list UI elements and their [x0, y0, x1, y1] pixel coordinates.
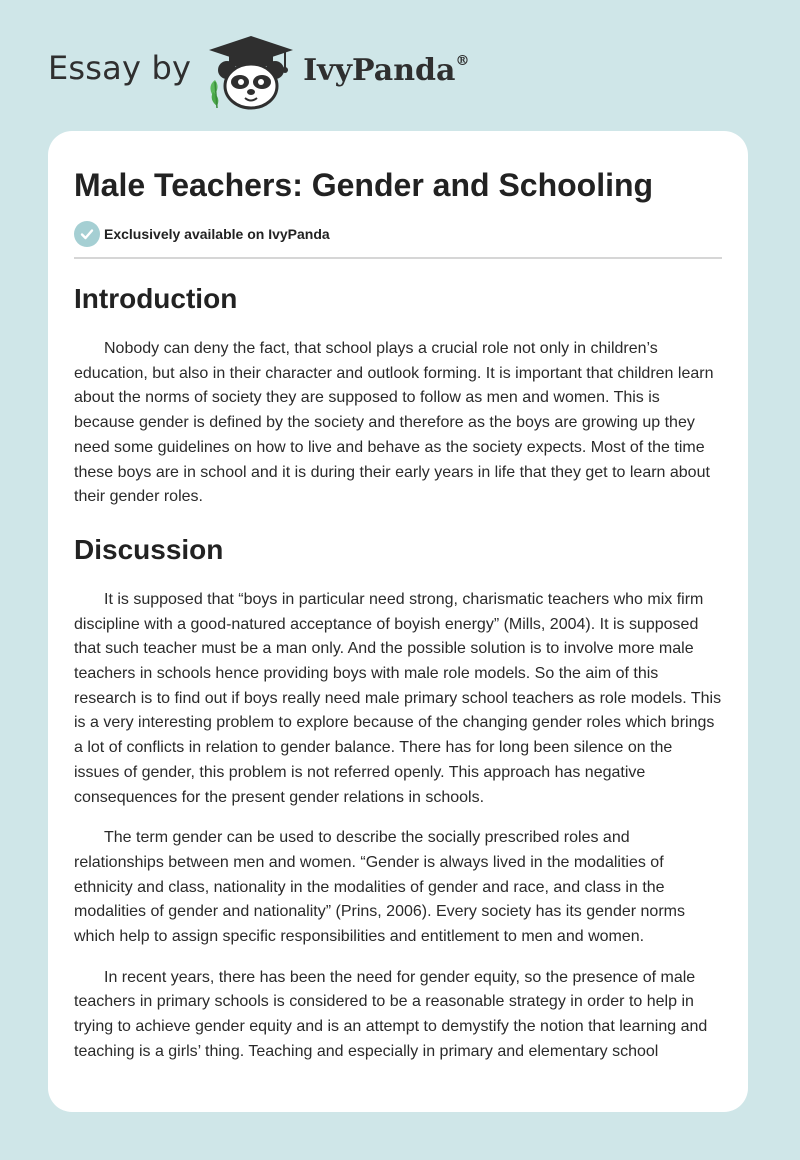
registered-mark: ® [455, 52, 470, 69]
page-title: Male Teachers: Gender and Schooling [74, 167, 654, 203]
brand-name[interactable]: IvyPanda® [303, 52, 470, 88]
badge-label: Exclusively available on IvyPanda [104, 226, 330, 242]
section-introduction [74, 281, 722, 510]
section-discussion [74, 532, 722, 1065]
paragraph: In recent years, there has been the need for gender equity, so the presence of male teachers in primary schools is considered to be a reasonable strategy in order to help in trying to achieve gender equity and is an attempt to demystify the notion that learning and teaching is a girls’ thing. Teaching and especially in primary and elementary school [74, 968, 708, 1060]
paragraph: Nobody can deny the fact, that school plays a crucial role not only in children’s education, but also in their character and outlook forming. It is important that children learn about the norms of society they are supposed to follow as men and women. This is because gender is defined by the society and therefore as the boys are growing up they need some guidelines on how to live and behave as the society expects. Most of the time these boys are in school and it is during their early years in life that they get to learn about their gender roles. [74, 340, 714, 506]
essay-card [48, 131, 748, 1112]
panda-logo-icon[interactable] [205, 32, 297, 112]
section-heading: Discussion [74, 533, 224, 565]
paragraph: It is supposed that “boys in particular need strong, charismatic teachers who mix firm discipline with a good-natured acceptance of boyish energy” (Mills, 2004). It is supposed that such teacher must be a man only. And the possible solution is to involve more male teachers in schools hence providing boys with male role models. So the aim of this research is to find out if boys really need male primary school teachers as role models. This is a very interesting problem to explore because of the changing gender roles which brings a lot of conflicts in relation to gender balance. There has for long been silence on the issues of gender, this problem is not referred openly. This approach has negative consequences for the present gender relations in schools. [74, 590, 722, 806]
paragraph: The term gender can be used to describe the socially prescribed roles and relationships between men and women. “Gender is always lived in the modalities of ethnicity and class, nationality in the modalities of gender and race, and class in the modalities of gender and nationality” (Prins, 2006). Every society has its gender norms which help to assign specific responsibilities and entitlement to men and women. [74, 829, 685, 946]
essay-by-label: Essay by [48, 49, 192, 87]
site-header [48, 32, 508, 112]
exclusive-badge [74, 221, 722, 247]
divider [74, 257, 722, 259]
check-icon [74, 221, 100, 247]
section-heading: Introduction [74, 283, 238, 314]
